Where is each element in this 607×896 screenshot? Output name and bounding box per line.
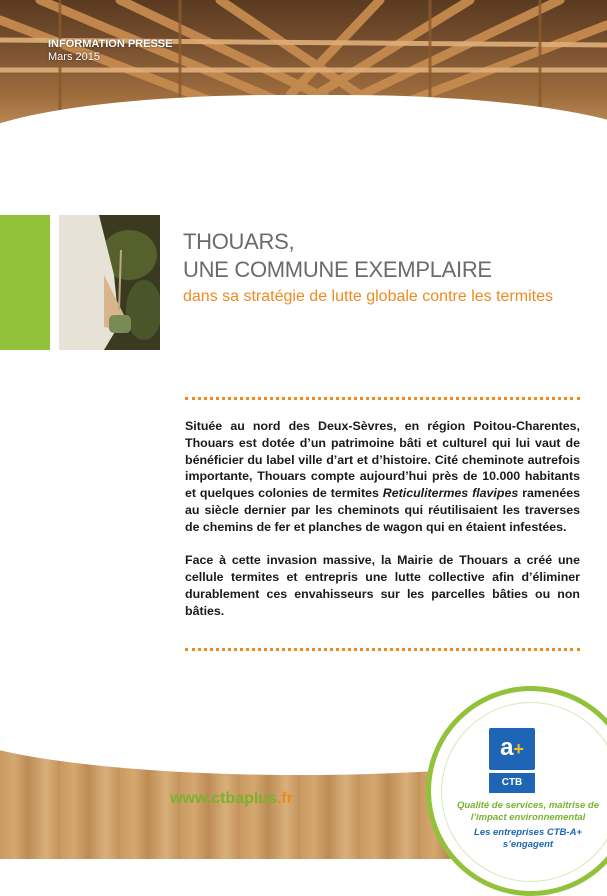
website-link[interactable] <box>170 790 293 808</box>
title-line-1: THOUARS, <box>183 229 295 254</box>
url-tld: .fr <box>276 790 293 807</box>
ctb-a-plus-logo <box>489 728 535 770</box>
photo-illustration <box>59 215 160 350</box>
badge-tagline: Qualité de services, maîtrise de l’impact environnemental <box>456 800 600 823</box>
badge-tagline-2: Les entreprises CTB-A+ s’engagent <box>474 827 582 850</box>
press-label <box>48 38 172 64</box>
termite-inspection-photo <box>59 215 160 350</box>
page-subtitle: dans sa stratégie de lutte globale contre les termites <box>183 288 553 305</box>
body-paragraph-1 <box>185 418 580 536</box>
url-main: www.ctbaplus <box>170 790 277 807</box>
ctb-wordmark: CTB <box>489 773 535 793</box>
green-accent-bar <box>0 215 50 350</box>
dotted-divider-bottom <box>185 648 580 651</box>
p1-text-b: ramenées au siècle dernier par les cheminots qui réutilisaient les traverses de chemins de fer et planches de wagon qui en étaient infestées. <box>185 486 580 534</box>
body-paragraph-2: Face à cette invasion massive, la Mairie de Thouars a créé une cellule termites et entrepris une lutte collective afin d’éliminer durablement ces envahisseurs sur les parcelles bâties ou non bâties. <box>185 553 580 618</box>
title-line-2: UNE COMMUNE EXEMPLAIRE <box>183 257 492 282</box>
press-title: INFORMATION PRESSE <box>48 38 173 50</box>
dotted-divider-top <box>185 397 580 400</box>
p1-text-a: Située au nord des Deux-Sèvres, en région Poitou-Charentes, Thouars est dotée d’un patrimoine bâti et culturel qui lui vaut de bénéficier du label ville d’art et d’histoire. Cité cheminote autrefois importante, Thouars compte aujourd’hui près de 10.000 habitants et quelques colonies de termites <box>185 419 580 501</box>
page-title <box>183 228 492 284</box>
species-name: Reticulitermes flavipes <box>382 486 519 501</box>
header-roof-photo <box>0 0 607 140</box>
logo-plus-sign: + <box>513 739 524 759</box>
logo-a-letter: a <box>500 734 514 761</box>
press-body <box>185 418 580 636</box>
press-date: Mars 2015 <box>48 51 100 63</box>
